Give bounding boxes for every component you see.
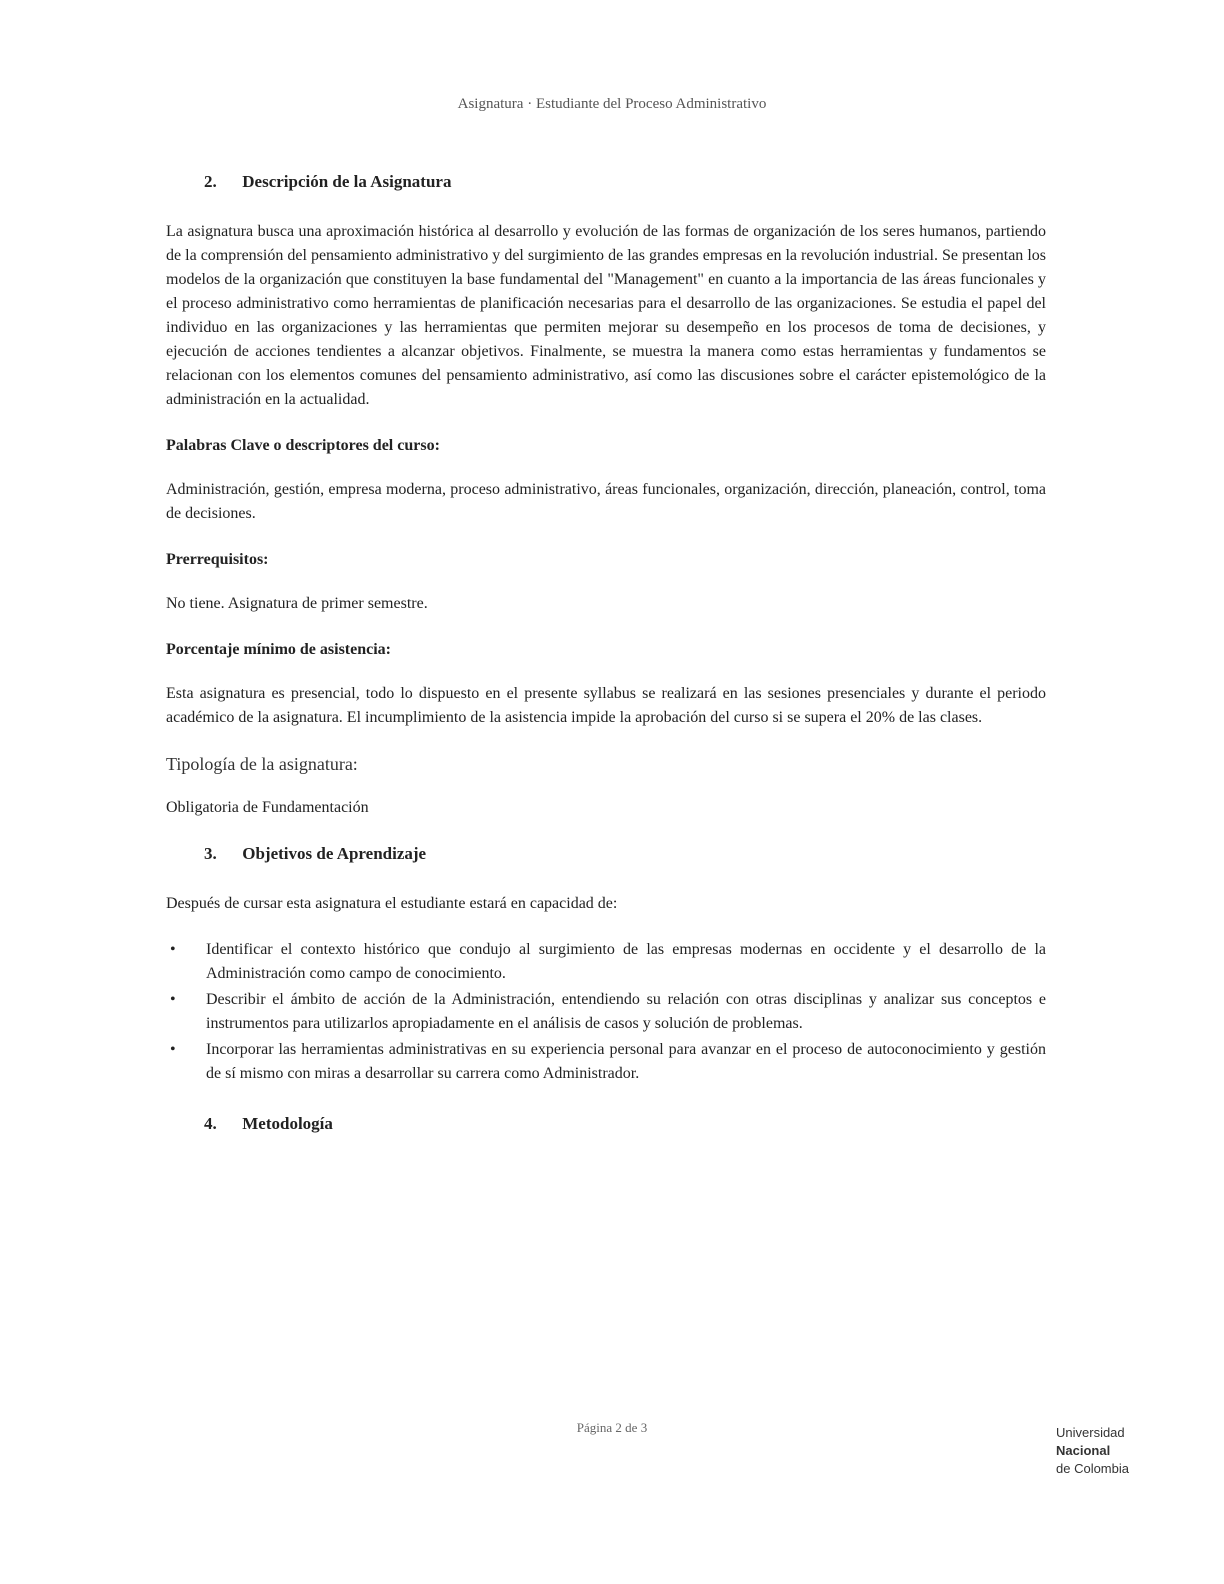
typology-text: Obligatoria de Fundamentación (166, 799, 369, 816)
page-content (166, 170, 1046, 1162)
list-item-text: Describir el ámbito de acción de la Administración, entendiendo su relación con otras disciplinas y analizar sus conceptos e instrumentos para utilizarlos apropiadamente en el análisis de casos y solución de problemas. (206, 991, 1046, 1032)
logo-line: Universidad (1056, 1425, 1125, 1440)
section-heading-methodology (204, 1112, 1046, 1136)
attendance-text: Esta asignatura es presencial, todo lo dispuesto en el presente syllabus se realizará en las sesiones presenciales y durante el periodo académico de la asignatura. El incumplimiento de la asistencia impide la aprobación del curso si se supera el 20% de las clases. (166, 685, 1046, 726)
section-heading-description (204, 170, 1046, 194)
section-number: 2. (204, 172, 217, 191)
objectives-intro: Después de cursar esta asignatura el estudiante estará en capacidad de: (166, 895, 618, 912)
university-logo (1056, 1424, 1166, 1478)
logo-line: de Colombia (1056, 1461, 1129, 1476)
bullet-icon: • (170, 991, 176, 1008)
section-title: Descripción de la Asignatura (242, 172, 452, 191)
typology-heading: Tipología de la asignatura: (166, 754, 358, 774)
prerequisites-heading: Prerrequisitos: (166, 551, 269, 568)
objectives-list (166, 938, 1046, 1086)
keywords-heading: Palabras Clave o descriptores del curso: (166, 437, 440, 454)
list-item (166, 938, 1046, 986)
list-item (166, 988, 1046, 1036)
logo-line: Nacional (1056, 1443, 1111, 1458)
section-number: 3. (204, 844, 217, 863)
page-footer: Página 2 de 3 (576, 1420, 648, 1435)
list-item-text: Incorporar las herramientas administrativas en su experiencia personal para avanzar en el proceso de autoconocimiento y gestión de sí mismo con miras a desarrollar su carrera como Administrador. (206, 1041, 1046, 1082)
bullet-icon: • (170, 1041, 176, 1058)
attendance-heading: Porcentaje mínimo de asistencia: (166, 641, 391, 658)
list-item-text: Identificar el contexto histórico que condujo al surgimiento de las empresas modernas en occidente y el desarrollo de la Administración como campo de conocimiento. (206, 941, 1046, 982)
section-number: 4. (204, 1114, 217, 1133)
page-header: Asignatura · Estudiante del Proceso Administrativo (457, 96, 767, 112)
keywords-text: Administración, gestión, empresa moderna, proceso administrativo, áreas funcionales, organización, dirección, planeación, control, toma de decisiones. (166, 481, 1046, 522)
section-title: Metodología (242, 1114, 333, 1133)
section-title: Objetivos de Aprendizaje (242, 844, 427, 863)
list-item (166, 1038, 1046, 1086)
section-heading-objectives (204, 842, 1046, 866)
prerequisites-text: No tiene. Asignatura de primer semestre. (166, 595, 428, 612)
bullet-icon: • (170, 941, 176, 958)
description-paragraph: La asignatura busca una aproximación histórica al desarrollo y evolución de las formas de organización de los seres humanos, partiendo de la comprensión del pensamiento administrativo y del surgimiento de las grandes empresas en la revolución industrial. Se presentan los modelos de la organización que constituyen la base fundamental del "Management" en cuanto a la importancia de las áreas funcionales y el proceso administrativo como herramientas de planificación necesarias para el desarrollo de las organizaciones. Se estudia el papel del individuo en las organizaciones y las herramientas que permiten mejorar su desempeño en los procesos de toma de decisiones, y ejecución de acciones tendientes a alcanzar objetivos. Finalmente, se muestra la manera como estas herramientas y fundamentos se relacionan con los elementos comunes del pensamiento administrativo, así como las discusiones sobre el carácter epistemológico de la administración en la actualidad. (166, 223, 1046, 408)
